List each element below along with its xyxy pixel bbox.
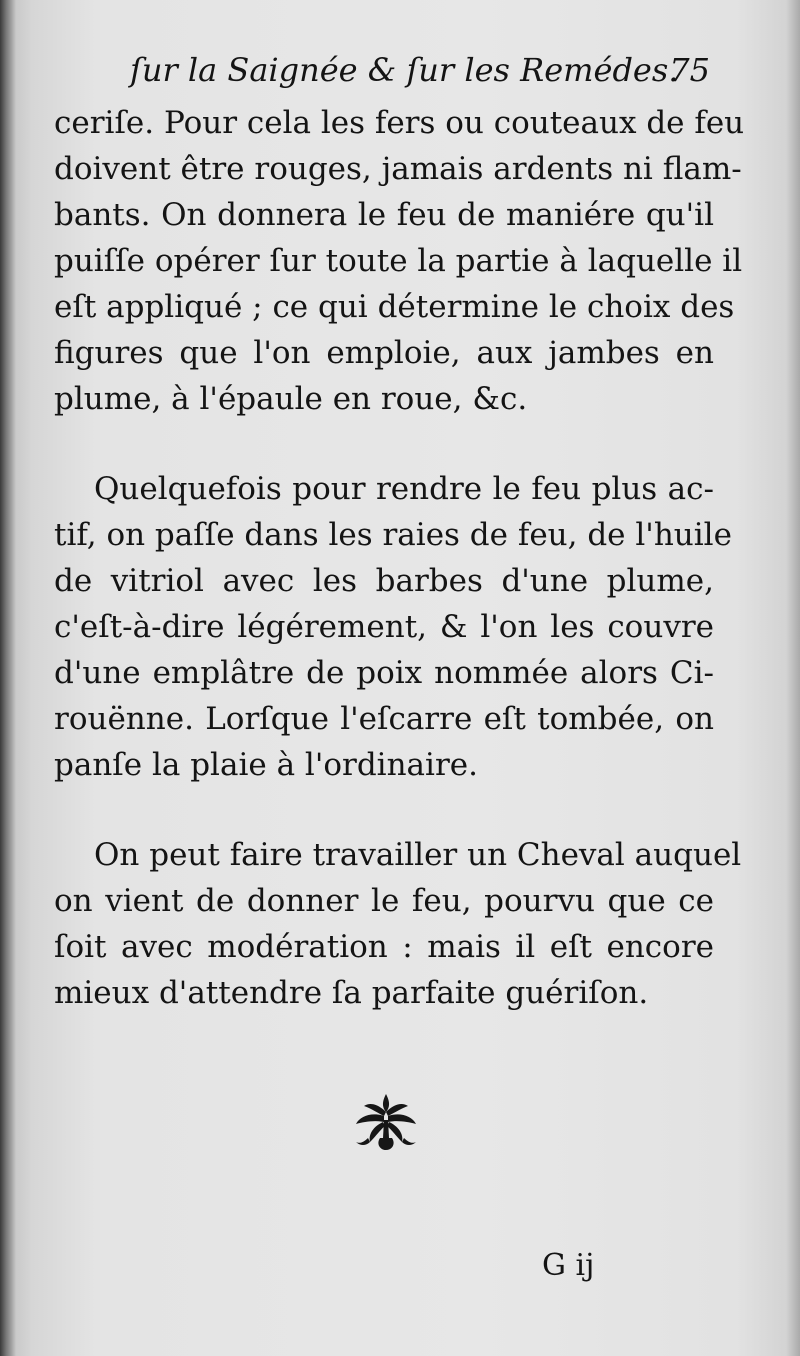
text-line: c'eſt-à-dire légérement, & l'on les couvre (54, 609, 714, 645)
page-number: 75 (669, 51, 710, 89)
text-line: ceriſe. Pour cela les fers ou couteaux de feu (54, 105, 745, 141)
text-line: de vitriol avec les barbes d'une plume, (54, 563, 714, 599)
text-line: mieux d'attendre ſa parfaite guériſon. (54, 975, 649, 1011)
running-title: ſur la Saignée & ſur les Remédes. (130, 51, 679, 89)
page-gutter-shadow (0, 0, 16, 1356)
fleuron-icon (350, 1090, 422, 1154)
text-line: d'une emplâtre de poix nommée alors Ci- (54, 655, 714, 691)
text-line: panſe la plaie à l'ordinaire. (54, 747, 478, 783)
text-line: plume, à l'épaule en roue, &c. (54, 381, 528, 417)
text-line: On peut faire travailler un Cheval auquel (94, 837, 742, 873)
paragraph-1 (54, 100, 745, 422)
page-edge-shadow (786, 0, 800, 1356)
text-line: rouënne. Lorſque l'eſcarre eſt tombée, on (54, 701, 714, 737)
text-line: doivent être rouges, jamais ardents ni flam- (54, 151, 742, 187)
page-header (130, 50, 710, 96)
paragraph-3 (54, 832, 742, 1016)
text-line: Quelquefois pour rendre le feu plus ac- (94, 471, 714, 507)
text-line: bants. On donnera le feu de maniére qu'il (54, 197, 714, 233)
text-line: figures que l'on emploie, aux jambes en (54, 335, 714, 371)
body-text (54, 100, 745, 1016)
text-line: on vient de donner le feu, pourvu que ce (54, 883, 714, 919)
paragraph-gap (54, 788, 714, 832)
paragraph-2 (54, 466, 732, 788)
text-line: ſoit avec modération : mais il eſt encore (54, 929, 714, 965)
paragraph-gap (54, 422, 714, 466)
text-line: puiſſe opérer ſur toute la partie à laquelle il (54, 243, 743, 279)
signature-mark: G ij (542, 1248, 595, 1283)
text-line: tif, on paſſe dans les raies de feu, de l'huile (54, 517, 732, 553)
text-line: eſt appliqué ; ce qui détermine le choix des (54, 289, 735, 325)
